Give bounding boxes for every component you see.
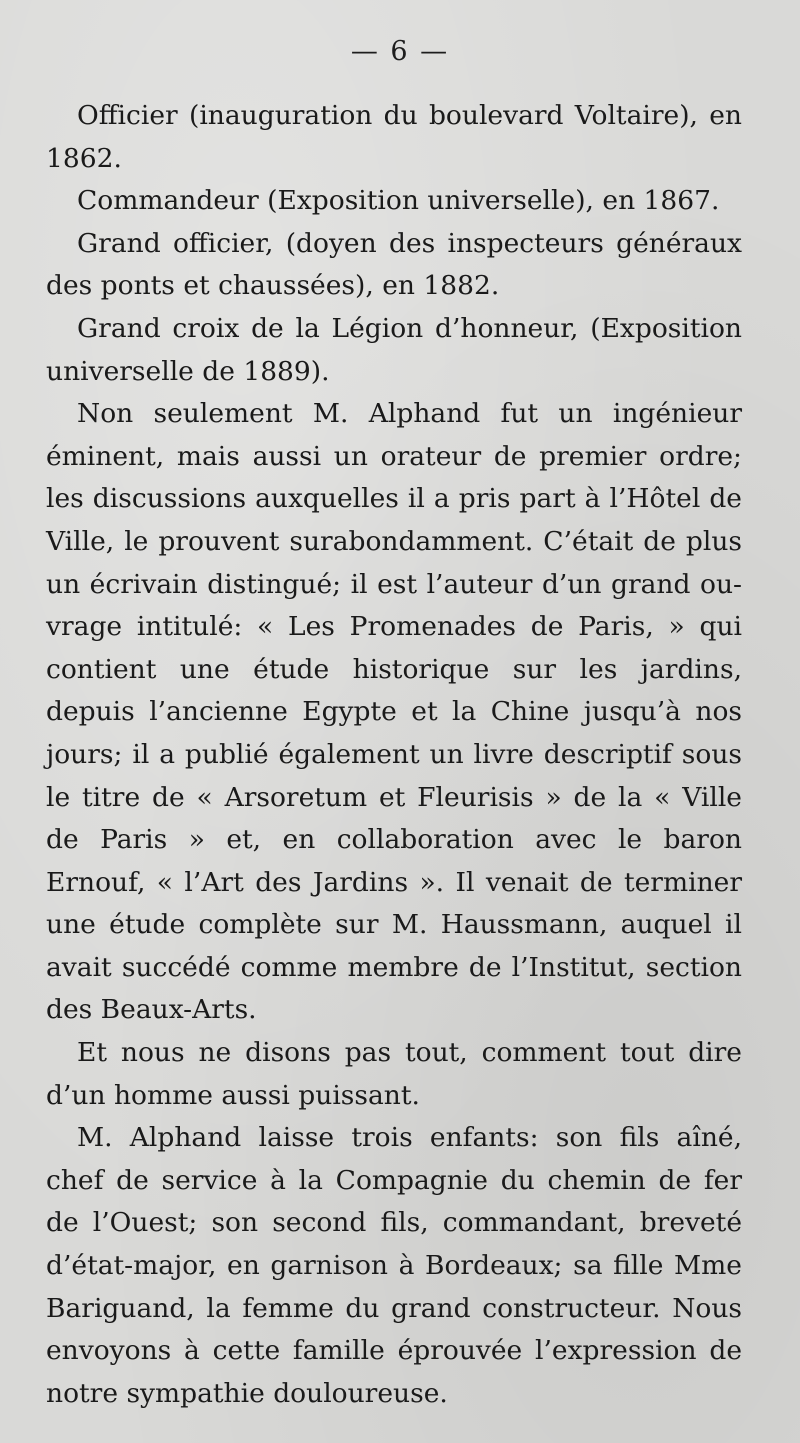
page-number: — 6 — — [350, 36, 450, 67]
paragraph-grand-croix: Grand croix de la Légion d’honneur, (Exposition universelle de 1889). — [46, 312, 742, 387]
paragraph-commandeur: Commandeur (Exposition universelle), en 1867. — [77, 185, 720, 217]
body-text — [46, 95, 742, 1415]
paragraph-homme-puissant: Et nous ne disons pas tout, comment tout dire d’un homme aussi puissant. — [46, 1037, 742, 1111]
paragraph-officier: Officier (inauguration du boulevard Voltaire), en 1862. — [46, 100, 742, 174]
paragraph-grand-officier: Grand officier, (doyen des inspecteurs généraux des ponts et chaussées), en 1882. — [46, 227, 742, 302]
paragraph-alphand-career: Non seulement M. Alphand fut un ingénieur éminent, mais aussi un orateur de premier ordre; les discussions auxquelles il a pris part à l’Hôtel de Ville, le prouvent surabondamment. C’était de plus un écrivain distingué; il est l’auteur d’un grand ouvrage intitulé: « Les Promenades de Paris, » qui contient une étude historique sur les jardins, depuis l’ancienne Egypte et la Chine jusqu’à nos jours; il a publié également un livre descriptif sous le titre de « Arsoretum et Fleurisis » de la « Ville de Paris » et, en collaboration avec le baron Ernouf, « l’Art des Jardins ». Il venait de terminer une étude complète sur M. Haussmann, auquel il avait succédé comme membre de l’Institut, section des Beaux-Arts. — [46, 398, 742, 1026]
paragraph-family: M. Alphand laisse trois enfants: son fils aîné, chef de service à la Compagnie du chemin de fer de l’Ouest; son second fils, commandant, breveté d’état-major, en garnison à Bordeaux; sa fille Mme Bariguand, la femme du grand constructeur. Nous envoyons à cette famille éprouvée l’expression de notre sympathie douloureuse. — [46, 1122, 742, 1409]
